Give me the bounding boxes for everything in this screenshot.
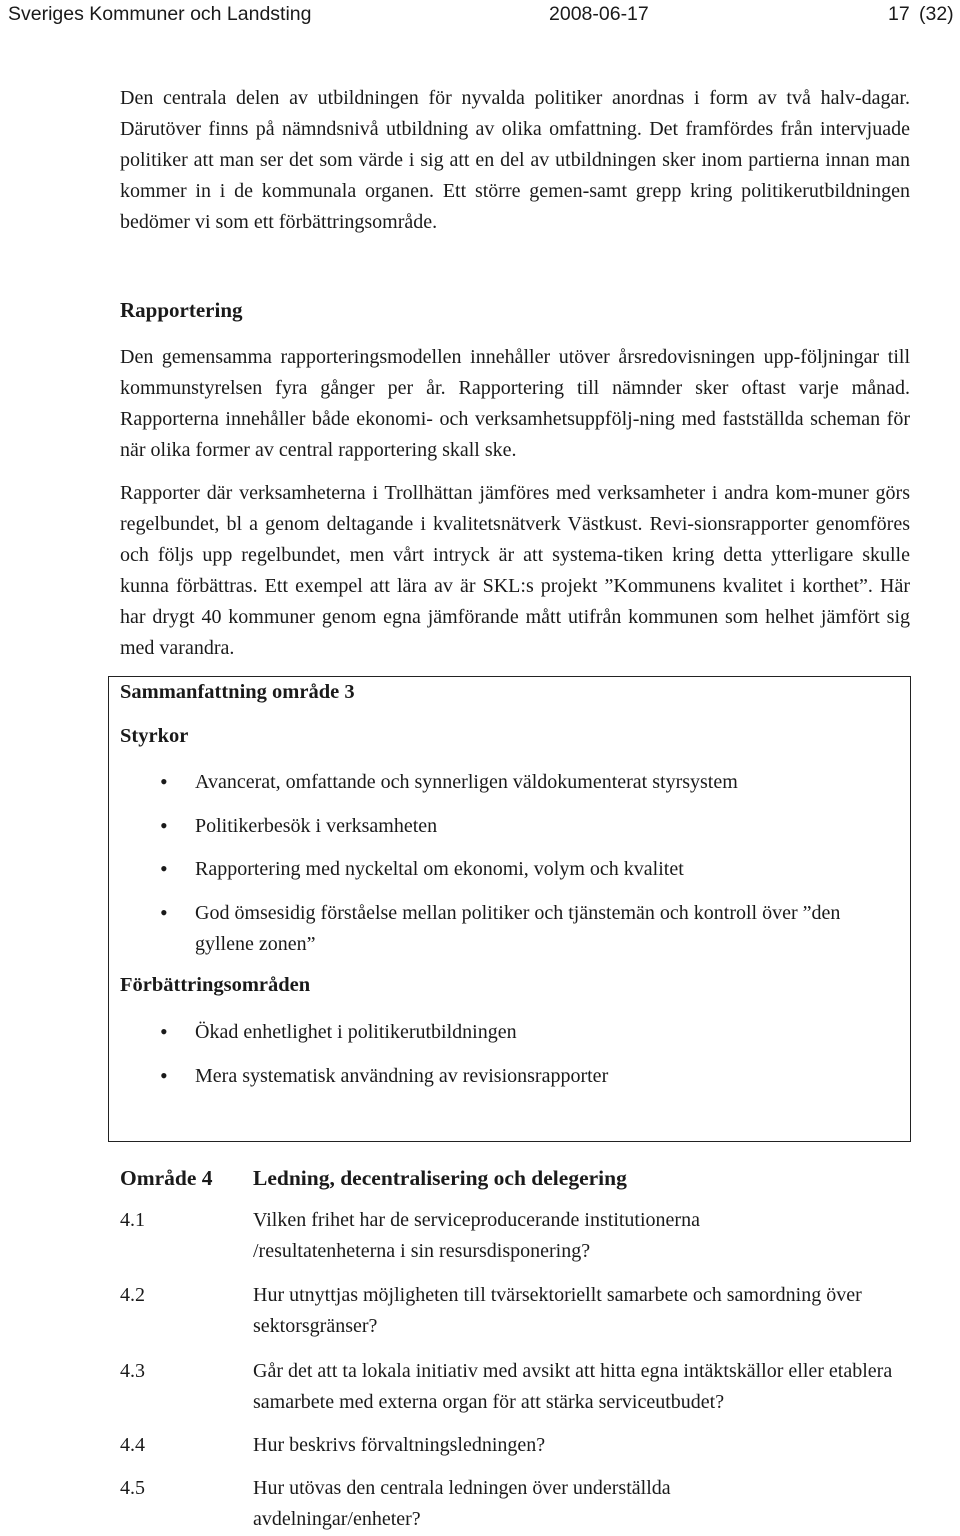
header-org: Sveriges Kommuner och Landsting bbox=[8, 3, 312, 25]
bullet-icon: • bbox=[160, 856, 168, 881]
bullet-icon: • bbox=[160, 900, 168, 925]
bullet-icon: • bbox=[160, 1019, 168, 1044]
question-text: Hur utnyttjas möjligheten till tvärsektoriellt samarbete och samordning över sektorsgränser? bbox=[253, 1284, 862, 1337]
area-title: Ledning, decentralisering och delegering bbox=[253, 1166, 627, 1190]
question-number: 4.2 bbox=[120, 1284, 145, 1306]
improvement-item: Mera systematisk användning av revisionsrapporter bbox=[195, 1065, 609, 1087]
strength-item: Avancerat, omfattande och synnerligen väldokumenterat styrsystem bbox=[195, 771, 738, 793]
section-heading-rapportering: Rapportering bbox=[120, 298, 243, 322]
bullet-icon: • bbox=[160, 1063, 168, 1088]
question-text: Går det att ta lokala initiativ med avsikt att hitta egna intäktskällor eller etablera samarbete med externa organ för att stärka serviceutbudet? bbox=[253, 1360, 893, 1413]
question-number: 4.4 bbox=[120, 1434, 145, 1456]
strength-item: God ömsesidig förståelse mellan politiker och tjänstemän och kontroll över ”den gyllene zonen” bbox=[195, 902, 841, 955]
question-text: Hur utövas den centrala ledningen över underställda avdelningar/enheter? bbox=[253, 1477, 671, 1530]
bullet-icon: • bbox=[160, 813, 168, 838]
area-label: Område 4 bbox=[120, 1166, 213, 1190]
header-date: 2008-06-17 bbox=[549, 3, 649, 25]
question-text: Vilken frihet har de serviceproducerande institutionerna /resultatenheterna i sin resursdisponering? bbox=[253, 1209, 700, 1262]
question-number: 4.5 bbox=[120, 1477, 145, 1499]
bullet-icon: • bbox=[160, 769, 168, 794]
rapportering-paragraph-2: Rapporter där verksamheterna i Trollhättan jämföres med verksamheter i andra kom-muner görs regelbundet, bl a genom deltagande i kvalitetsnätverk Västkust. Revi-sionsrapporter genomföres och följs upp regelbundet, men vårt intryck är att systema-tiken kring detta ytterligare skulle kunna förbättras. Ett exempel att lära av är SKL:s projekt ”Kommunens kvalitet i korthet”. Här har drygt 40 kommuner genom egna jämförande mått utifrån kommunen som helhet jämfört sig med varandra. bbox=[120, 482, 910, 659]
header-page-total: (32) bbox=[919, 3, 954, 25]
intro-paragraph: Den centrala delen av utbildningen för nyvalda politiker anordnas i form av två halv-dagar. Därutöver finns på nämndsnivå utbildning av olika omfattning. Det framfördes från intervjuade politiker att man ser det som värde i sig att en del av utbildningen sker inom partierna innan man kommer in i de kommunala organen. Ett större gemen-samt grepp kring politikerutbildningen bedömer vi som ett förbättringsområde. bbox=[120, 87, 910, 233]
strength-item: Politikerbesök i verksamheten bbox=[195, 815, 438, 837]
question-number: 4.1 bbox=[120, 1209, 145, 1231]
improvement-item: Ökad enhetlighet i politikerutbildningen bbox=[195, 1021, 517, 1043]
improvements-heading: Förbättringsområden bbox=[120, 974, 311, 996]
strength-item: Rapportering med nyckeltal om ekonomi, volym och kvalitet bbox=[195, 858, 684, 880]
question-number: 4.3 bbox=[120, 1360, 145, 1382]
header-page-number: 17 bbox=[888, 3, 910, 25]
question-text: Hur beskrivs förvaltningsledningen? bbox=[253, 1434, 546, 1456]
rapportering-paragraph-1: Den gemensamma rapporteringsmodellen innehåller utöver årsredovisningen upp-följningar till kommunstyrelsen fyra gånger per år. Rapportering till nämnder sker oftast varje månad. Rapporterna innehåller både ekonomi- och verksamhetsuppfölj-ning med fastställda scheman för när olika former av central rapportering skall ske. bbox=[120, 346, 910, 461]
strengths-heading: Styrkor bbox=[120, 725, 189, 747]
summary-box-title: Sammanfattning område 3 bbox=[120, 681, 355, 703]
